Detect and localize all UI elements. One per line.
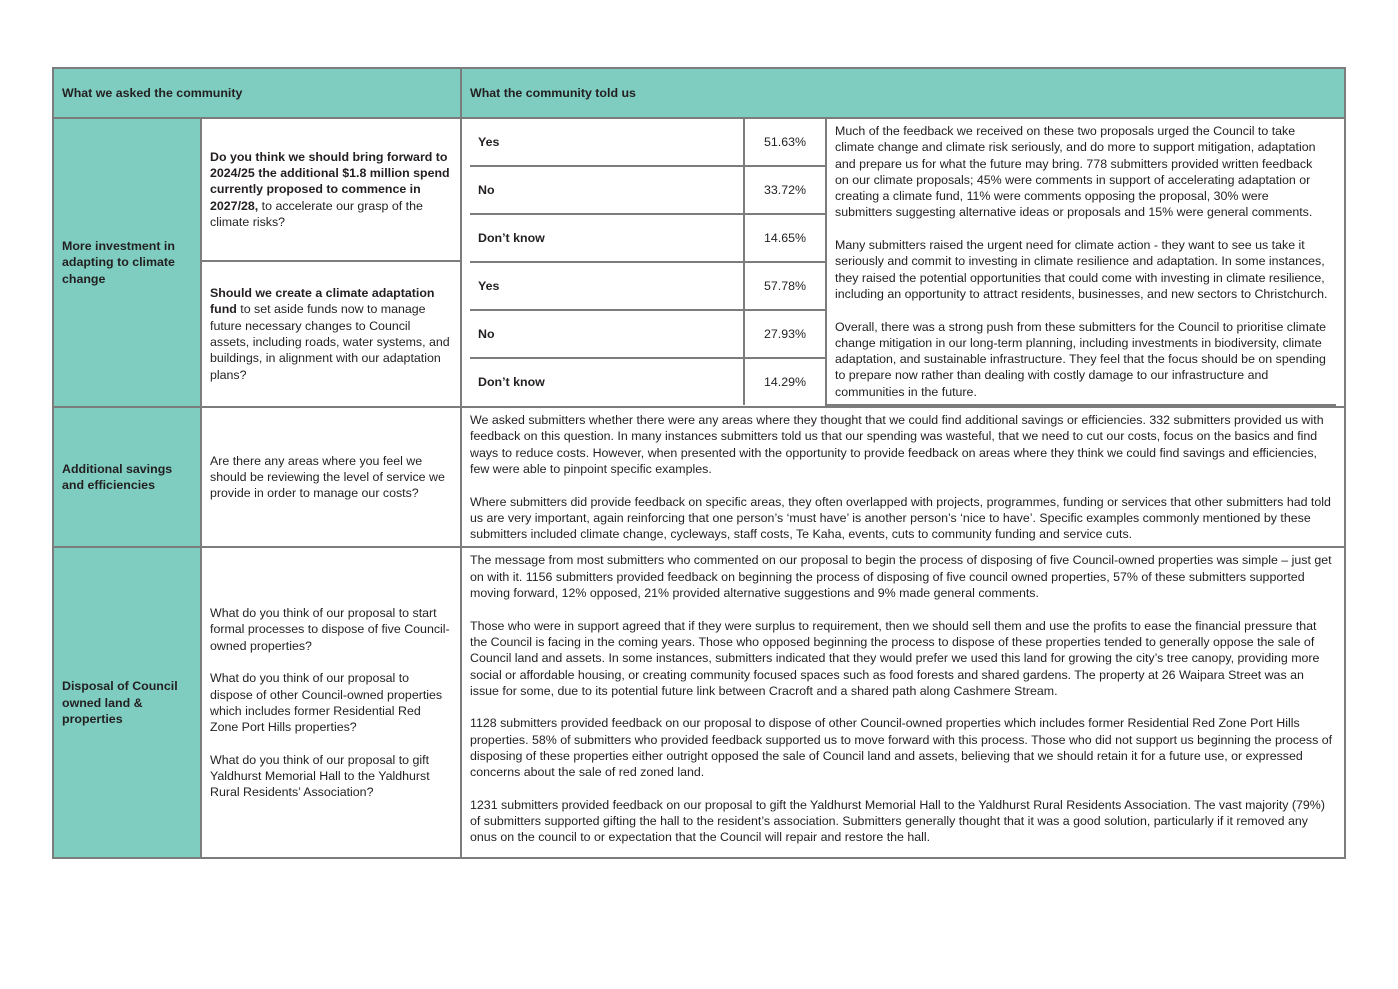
summary-table [52, 67, 1346, 859]
disposal-feedback-para: 1231 submitters provided feedback on our proposal to gift the Yaldhurst Memorial Hall to the Yaldhurst Rural Residents Association. The vast majority (79%) of submitters supported gifting the hall to the resident’s association. Submitters generally thought that it was a good solution, particularly if it removed any onus on the council to or expectation that the Council will repair and restore the hall. [470, 797, 1325, 845]
climate-feedback-para: Many submitters raised the urgent need for climate action - they want to see us take it seriously and commit to investing in climate resilience and adaptation. In some instances, they raised the potential opportunities that could come with investing in climate resilience, including an opportunity to attract residents, businesses, and new sectors to Christchurch. [835, 238, 1328, 301]
disposal-question: What do you think of our proposal to gift Yaldhurst Memorial Hall to the Yaldhurst Rural Residents’ Association? [210, 752, 430, 800]
climate-q1-answer-label: Don’t know [470, 214, 744, 262]
climate-q2-answer-pct: 57.78% [744, 262, 826, 310]
climate-feedback [826, 119, 1336, 405]
climate-question-2 [201, 261, 461, 407]
topic-climate: More investment in adapting to climate change [53, 118, 201, 407]
climate-q1-answer-row [470, 119, 1336, 166]
climate-q1-bold: Do you think we should bring forward to 2024/25 the additional $1.8 million spend currently proposed to commence in 2027/28, [210, 149, 450, 213]
climate-q1-answer-pct: 33.72% [744, 166, 826, 214]
climate-q1-answer-label: No [470, 166, 744, 214]
header-told: What the community told us [461, 68, 1345, 118]
climate-q1-answer-pct: 51.63% [744, 119, 826, 166]
climate-q2-answer-label: No [470, 310, 744, 358]
climate-question-1 [201, 118, 461, 261]
header-asked: What we asked the community [53, 68, 461, 118]
climate-q2-answer-label: Yes [470, 262, 744, 310]
disposal-feedback-para: Those who were in support agreed that if they were surplus to requirement, then we should sell them and use the profits to ease the financial pressure that the Council is facing in the coming years. Those who opposed beginning the process to dispose of these properties tended to generally oppose the sale of Council land and assets. In some instances, submitters indicated that they would prefer we used this land for growing the city’s tree canopy, providing more social or affordable housing, or creating community focused spaces such as food forests and shared gardens. The property at 26 Waipara Street was an issue for some, due to its potential future link between Cracroft and a shared path along Cashmere Stream. [470, 618, 1320, 698]
climate-q2-bold: Should we create a climate adaptation fund [210, 286, 435, 317]
disposal-question: What do you think of our proposal to dispose of other Council-owned properties which includes former Residential Red Zone Port Hills properties? [210, 671, 443, 735]
savings-row [53, 407, 1345, 547]
topic-savings: Additional savings and efficiencies [53, 407, 201, 547]
header-row [53, 68, 1345, 118]
climate-feedback-para: Much of the feedback we received on these two proposals urged the Council to take climate change and climate risk seriously, and do more to support mitigation, adaptation and prepare us for what the future may bring. 778 submitters provided written feedback on our climate proposals; 45% were comments in support of accelerating adaptation or creating a climate fund, 11% were comments opposing the proposal, 30% were submitters suggesting alternative ideas or proposals and 15% were general comments. [835, 124, 1316, 220]
disposal-feedback-para: 1128 submitters provided feedback on our proposal to dispose of other Council-owned properties which includes former Residential Red Zone Port Hills properties. 58% of submitters who provided feedback supported us to move forward with this process. Those who did not support us beginning the process of disposing of these properties either outright opposed the sale of Council land and assets, believing that we should retain it for a future use, or expressed concerns about the sale of red zoned land. [470, 716, 1333, 780]
disposal-question: What do you think of our proposal to start formal processes to dispose of five Council-owned properties? [210, 606, 450, 653]
savings-feedback-para: We asked submitters whether there were any areas where they thought that we could find additional savings or efficiencies. 332 submitters provided us with feedback on this question. In many instances submitters told us that our spending was wasteful, that we need to cut our costs, focus on the basics and find ways to reduce costs. However, when presented with the opportunity to provide feedback on areas where they think we could find savings and efficiencies, few were able to pinpoint specific examples. [470, 413, 1324, 476]
climate-results [470, 119, 1336, 406]
consultation-summary-table [52, 67, 1344, 859]
disposal-feedback-para: The message from most submitters who commented on our proposal to begin the process of disposing of five Council-owned properties was simple – just get on with it. 1156 submitters provided feedback on beginning the process of disposing of five council owned properties, 57% of these submitters supported moving forward, 12% opposed, 21% provided alternative suggestions and 9% made general comments. [470, 553, 1332, 601]
savings-feedback [461, 407, 1345, 547]
climate-feedback-para: Overall, there was a strong push from these submitters for the Council to prioritise climate change mitigation in our long-term planning, including investments in biodiversity, climate adaptation, and sustainable infrastructure. They feel that the focus should be on spending to prepare now rather than dealing with costly damage to our infrastructure and communities in the future. [835, 319, 1327, 399]
climate-q2-answer-label: Don’t know [470, 358, 744, 405]
climate-q2-answer-pct: 27.93% [744, 310, 826, 358]
savings-feedback-para: Where submitters did provide feedback on specific areas, they often overlapped with projects, programmes, funding or services that other submitters had told us are very important, again reinforcing that one person’s ‘must have’ is another person’s ‘nice to have’. Specific examples commonly mentioned by these submitters included climate change, cycleways, staff costs, Te Kaha, events, cuts to community funding and service cuts. [470, 494, 1331, 542]
climate-results-cell [461, 118, 1345, 407]
topic-disposal: Disposal of Council owned land & properties [53, 547, 201, 858]
disposal-row [53, 547, 1345, 858]
climate-q2-answer-pct: 14.29% [744, 358, 826, 405]
climate-q2-rest: to set aside funds now to manage future necessary changes to Council assets, including roads, water systems, and buildings, in alignment with our adaptation plans? [210, 302, 450, 382]
disposal-feedback [461, 547, 1345, 858]
climate-q1-rest: to accelerate our grasp of the climate risks? [210, 198, 423, 229]
climate-row-1 [53, 118, 1345, 261]
climate-q1-answer-label: Yes [470, 119, 744, 166]
disposal-questions [201, 547, 461, 858]
savings-question: Are there any areas where you feel we should be reviewing the level of service we provide in order to manage our costs? [201, 407, 461, 547]
climate-q1-answer-pct: 14.65% [744, 214, 826, 262]
